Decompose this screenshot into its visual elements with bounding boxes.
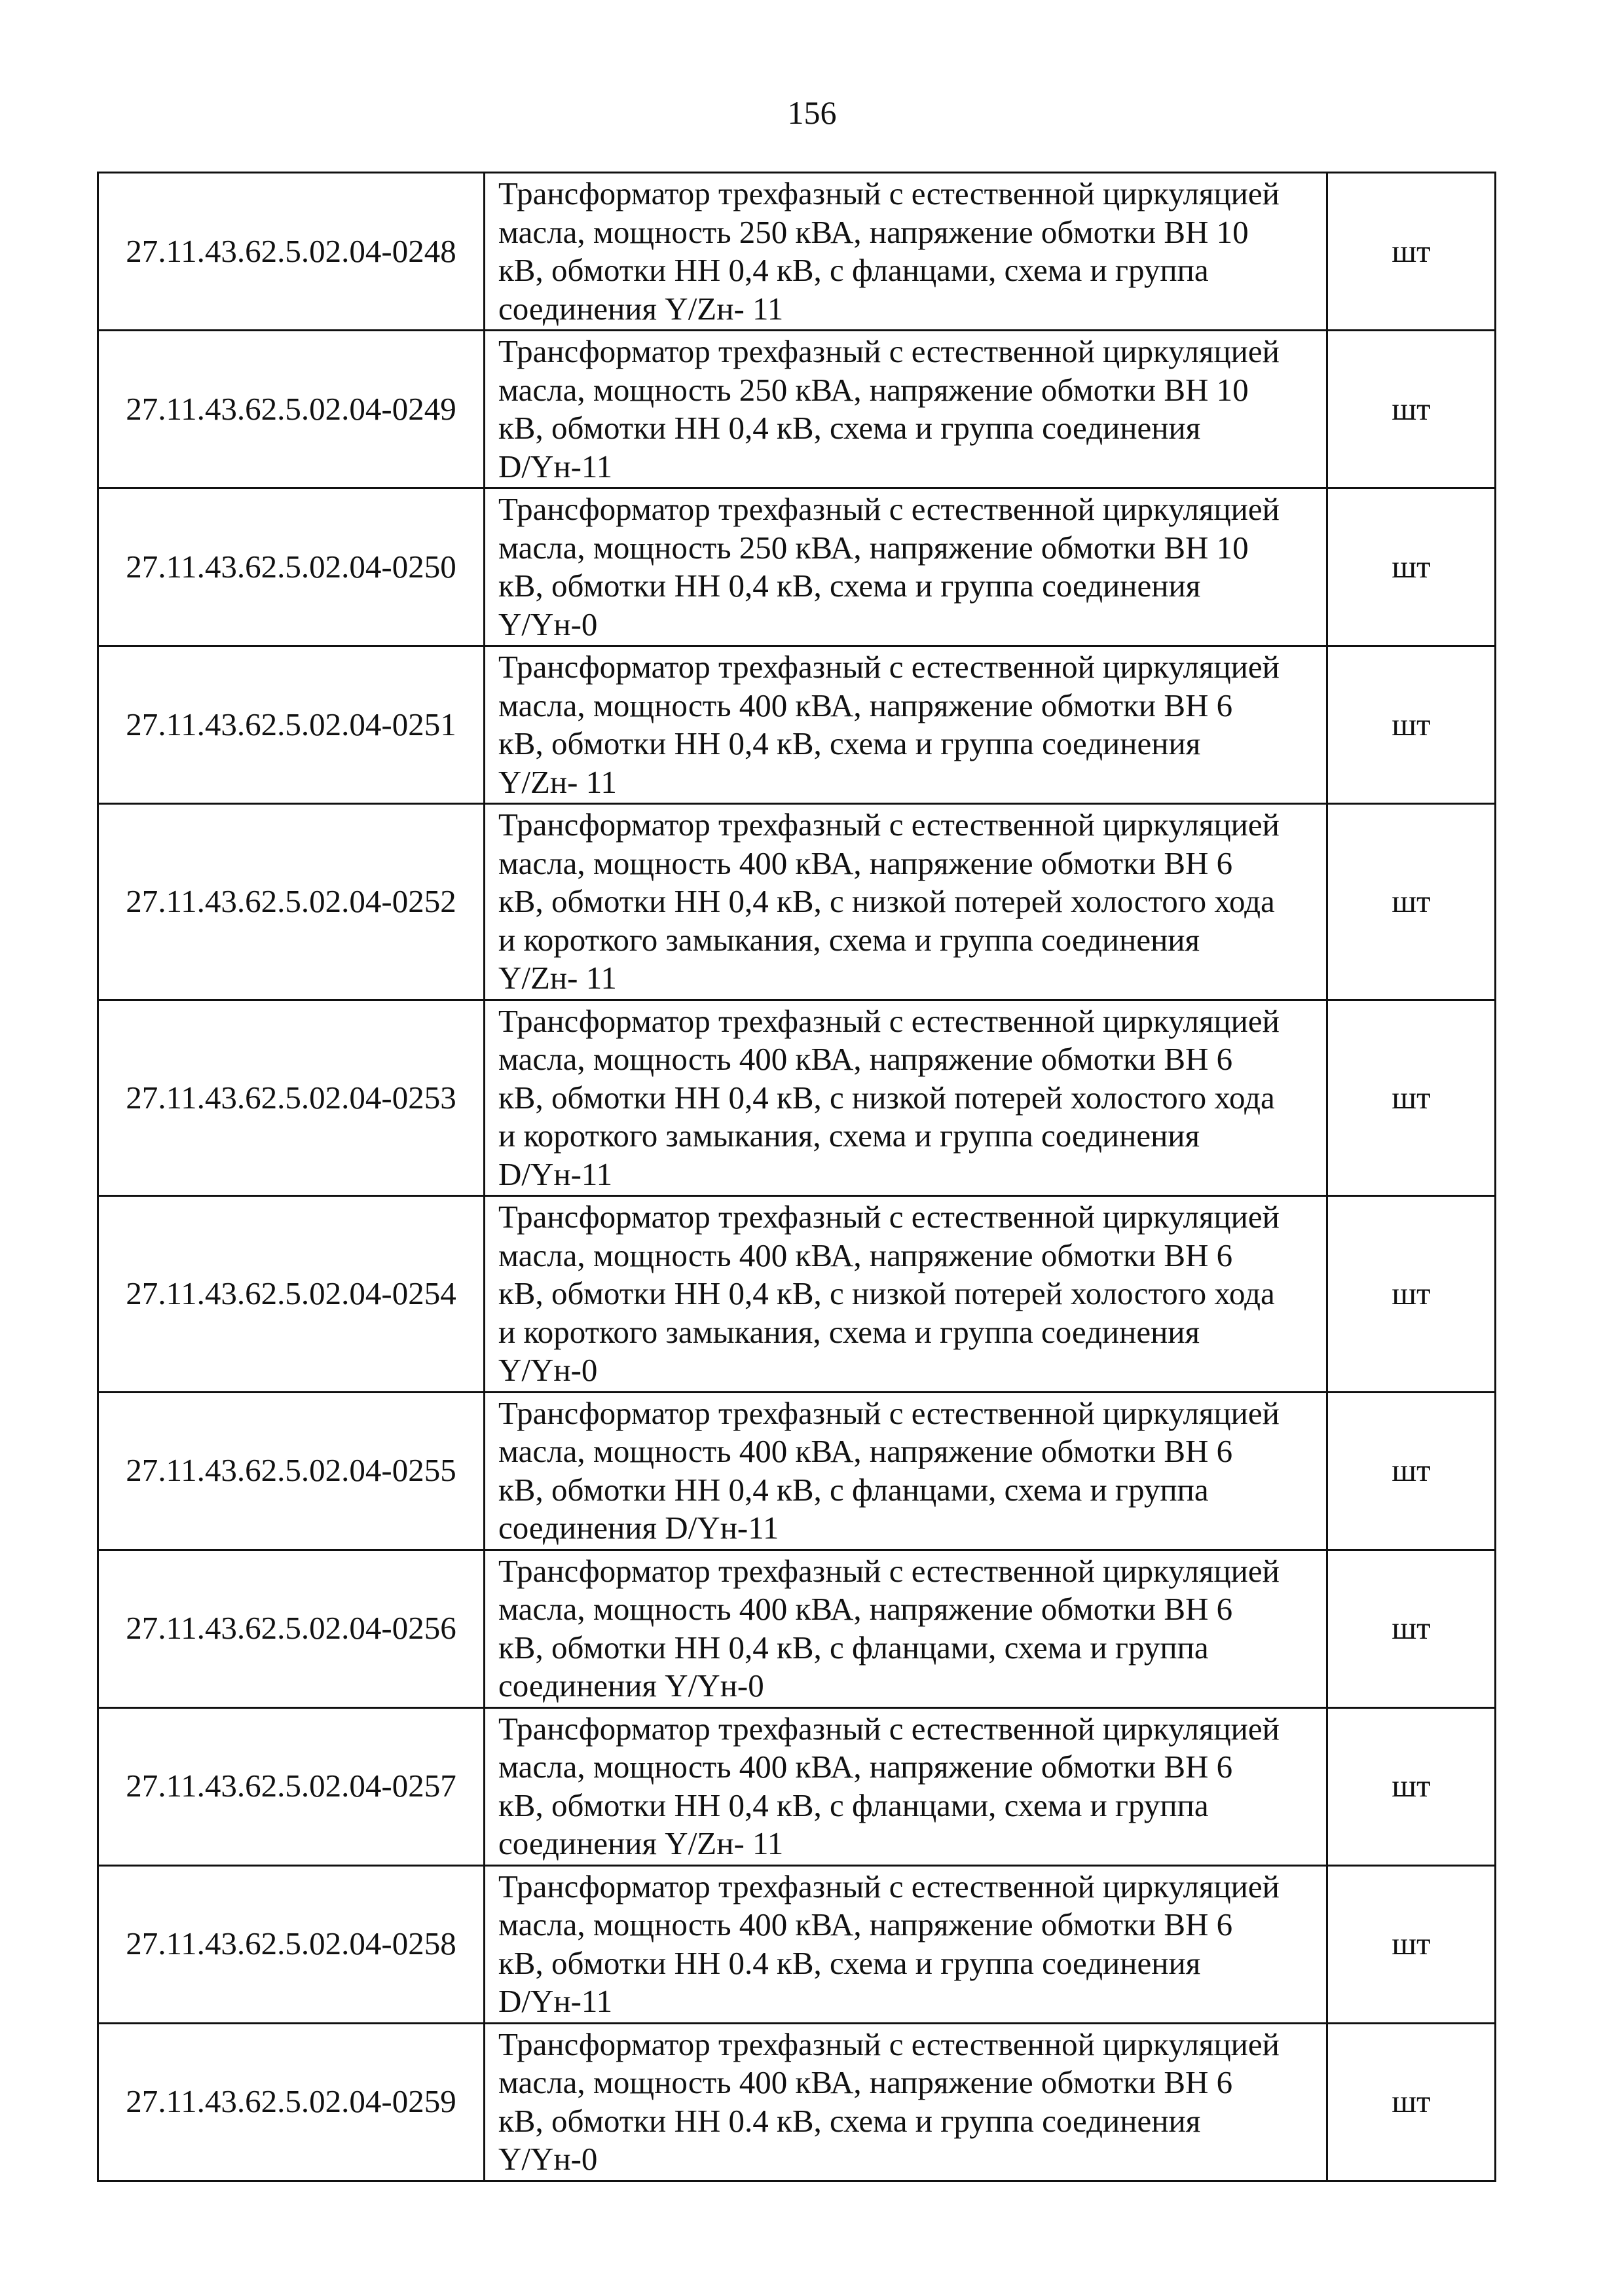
description-line: соединения Y/Zн- 11 [498,290,784,327]
description-line: Y/Yн-0 [498,606,598,642]
item-code: 27.11.43.62.5.02.04-0249 [98,331,485,488]
description-line: D/Yн-11 [498,448,613,484]
description-line: Трансформатор трехфазный с естественной циркуляцией [498,2026,1280,2062]
item-code: 27.11.43.62.5.02.04-0248 [98,173,485,331]
table-row [98,1865,1496,2023]
table-row [98,331,1496,488]
item-unit: шт [1327,331,1496,488]
table-row [98,1000,1496,1196]
description-line: кВ, обмотки НН 0.4 кВ, схема и группа соединения [498,1944,1201,1981]
description-line: кВ, обмотки НН 0,4 кВ, схема и группа соединения [498,725,1201,761]
description-line: Трансформатор трехфазный с естественной циркуляцией [498,1394,1280,1431]
item-code: 27.11.43.62.5.02.04-0259 [98,2023,485,2181]
description-line: кВ, обмотки НН 0,4 кВ, с низкой потерей холостого хода [498,1275,1275,1311]
description-line: масла, мощность 250 кВА, напряжение обмотки ВН 10 [498,529,1249,566]
item-description [485,1550,1327,1707]
description-line: Y/Zн- 11 [498,763,617,800]
table-row [98,173,1496,331]
table-row [98,804,1496,1000]
description-line: масла, мощность 400 кВА, напряжение обмотки ВН 6 [498,1433,1233,1469]
description-line: Трансформатор трехфазный с естественной циркуляцией [498,1710,1280,1747]
description-line: масла, мощность 400 кВА, напряжение обмотки ВН 6 [498,1041,1233,1077]
table-row [98,1392,1496,1550]
description-line: кВ, обмотки НН 0,4 кВ, с низкой потерей холостого хода [498,1079,1275,1116]
items-table [97,172,1496,2182]
item-unit: шт [1327,1707,1496,1865]
item-description [485,488,1327,646]
description-line: масла, мощность 400 кВА, напряжение обмотки ВН 6 [498,687,1233,723]
description-line: и короткого замыкания, схема и группа соединения [498,1313,1200,1350]
item-description [485,173,1327,331]
description-line: масла, мощность 400 кВА, напряжение обмотки ВН 6 [498,1237,1233,1273]
description-line: D/Yн-11 [498,1156,613,1192]
description-line: Y/Yн-0 [498,1352,598,1388]
page-number: 156 [787,94,837,131]
table-row [98,1707,1496,1865]
description-line: D/Yн-11 [498,1983,613,2019]
description-line: масла, мощность 400 кВА, напряжение обмотки ВН 6 [498,1906,1233,1942]
item-code: 27.11.43.62.5.02.04-0257 [98,1707,485,1865]
description-line: масла, мощность 400 кВА, напряжение обмотки ВН 6 [498,1749,1233,1785]
item-description [485,1000,1327,1196]
item-unit: шт [1327,1000,1496,1196]
description-line: кВ, обмотки НН 0,4 кВ, с фланцами, схема и группа [498,1629,1209,1666]
item-unit: шт [1327,488,1496,646]
item-unit: шт [1327,1865,1496,2023]
description-line: кВ, обмотки НН 0,4 кВ, с низкой потерей холостого хода [498,883,1275,919]
description-line: Трансформатор трехфазный с естественной циркуляцией [498,333,1280,369]
item-unit: шт [1327,173,1496,331]
description-line: Y/Yн-0 [498,2141,598,2177]
item-description [485,1865,1327,2023]
description-line: кВ, обмотки НН 0,4 кВ, схема и группа соединения [498,410,1201,446]
table-row [98,1550,1496,1707]
item-code: 27.11.43.62.5.02.04-0256 [98,1550,485,1707]
item-unit: шт [1327,2023,1496,2181]
item-unit: шт [1327,1392,1496,1550]
description-line: Трансформатор трехфазный с естественной циркуляцией [498,1199,1280,1235]
item-unit: шт [1327,1196,1496,1393]
item-code: 27.11.43.62.5.02.04-0251 [98,646,485,804]
description-line: и короткого замыкания, схема и группа соединения [498,1118,1200,1154]
item-description [485,646,1327,804]
table-row [98,2023,1496,2181]
item-description [485,1392,1327,1550]
description-line: масла, мощность 400 кВА, напряжение обмотки ВН 6 [498,2064,1233,2100]
description-line: масла, мощность 250 кВА, напряжение обмотки ВН 10 [498,371,1249,408]
item-code: 27.11.43.62.5.02.04-0252 [98,804,485,1000]
table-row [98,646,1496,804]
description-line: Трансформатор трехфазный с естественной циркуляцией [498,175,1280,211]
item-unit: шт [1327,646,1496,804]
description-line: соединения D/Yн-11 [498,1510,779,1546]
items-table-body [98,173,1496,2181]
description-line: масла, мощность 400 кВА, напряжение обмотки ВН 6 [498,845,1233,881]
description-line: и короткого замыкания, схема и группа соединения [498,921,1200,958]
item-code: 27.11.43.62.5.02.04-0255 [98,1392,485,1550]
description-line: кВ, обмотки НН 0,4 кВ, схема и группа соединения [498,568,1201,604]
item-description [485,2023,1327,2181]
item-description [485,1707,1327,1865]
description-line: масла, мощность 250 кВА, напряжение обмотки ВН 10 [498,213,1249,250]
item-unit: шт [1327,804,1496,1000]
item-code: 27.11.43.62.5.02.04-0258 [98,1865,485,2023]
table-row [98,488,1496,646]
description-line: Трансформатор трехфазный с естественной циркуляцией [498,1552,1280,1589]
table-row [98,1196,1496,1393]
item-code: 27.11.43.62.5.02.04-0250 [98,488,485,646]
item-code: 27.11.43.62.5.02.04-0253 [98,1000,485,1196]
item-description [485,331,1327,488]
description-line: Трансформатор трехфазный с естественной циркуляцией [498,1868,1280,1904]
description-line: Трансформатор трехфазный с естественной циркуляцией [498,649,1280,685]
item-unit: шт [1327,1550,1496,1707]
description-line: кВ, обмотки НН 0,4 кВ, с фланцами, схема и группа [498,252,1209,288]
description-line: масла, мощность 400 кВА, напряжение обмотки ВН 6 [498,1591,1233,1627]
item-code: 27.11.43.62.5.02.04-0254 [98,1196,485,1393]
description-line: соединения Y/Yн-0 [498,1667,764,1704]
description-line: кВ, обмотки НН 0,4 кВ, с фланцами, схема и группа [498,1471,1209,1508]
item-description [485,1196,1327,1393]
description-line: Y/Zн- 11 [498,960,617,996]
description-line: кВ, обмотки НН 0.4 кВ, схема и группа соединения [498,2102,1201,2139]
item-description [485,804,1327,1000]
description-line: Трансформатор трехфазный с естественной циркуляцией [498,491,1280,527]
description-line: кВ, обмотки НН 0,4 кВ, с фланцами, схема и группа [498,1787,1209,1823]
description-line: Трансформатор трехфазный с естественной циркуляцией [498,807,1280,843]
description-line: соединения Y/Zн- 11 [498,1825,784,1861]
description-line: Трансформатор трехфазный с естественной циркуляцией [498,1002,1280,1039]
